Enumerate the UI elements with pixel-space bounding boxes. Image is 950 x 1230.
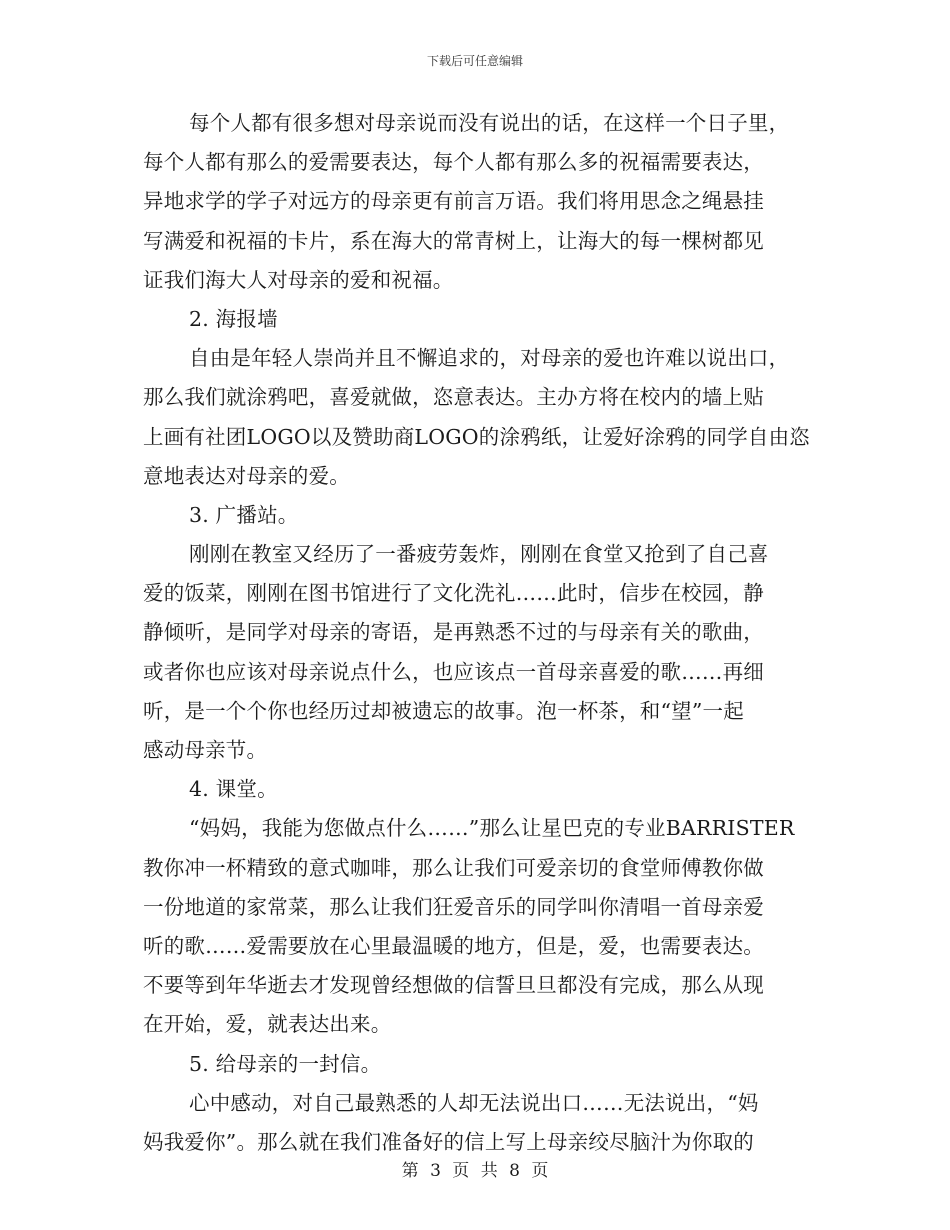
section-heading: 3. 广播站。 [189,502,299,527]
section-heading: 2. 海报墙 [189,306,278,331]
text-line: 刚刚在教室又经历了一番疲劳轰炸，刚刚在食堂又抢到了自己喜 [189,542,769,567]
text-line: 教你冲一杯精致的意式咖啡，那么让我们可爱亲切的食堂师傅教你做 [143,855,764,880]
text-line: 不要等到年华逝去才发现曾经想做的信誓旦旦都没有完成，那么从现 [143,973,764,998]
text-line: 静倾听，是同学对母亲的寄语，是再熟悉不过的与母亲有关的歌曲， [143,620,764,645]
section-heading: 4. 课堂。 [189,777,278,802]
text-line: 意地表达对母亲的爱。 [143,463,350,488]
text-line: “妈妈，我能为您做点什么……”那么让星巴克的专业BARRISTER [189,816,795,841]
text-line: 听，是一个个你也经历过却被遗忘的故事。泡一杯茶，和“望”一起 [143,698,744,723]
text-line: 一份地道的家常菜，那么让我们狂爱音乐的同学叫你清唱一首母亲爱 [143,894,764,919]
text-line: 感动母亲节。 [143,738,268,762]
text-line: 写满爱和祝福的卡片，系在海大的常青树上，让海大的每一棵树都见 [143,228,764,253]
page-footer: 第 3 页 共 8 页 [401,1161,549,1181]
text-line: 每个人都有那么的爱需要表达，每个人都有那么多的祝福需要表达， [143,150,764,175]
text-line: 爱的饭菜，刚刚在图书馆进行了文化洗礼……此时，信步在校园，静 [143,581,764,606]
text-line: 上画有社团LOGO以及赞助商LOGO的涂鸦纸，让爱好涂鸦的同学自由恣 [143,424,811,449]
text-line: 在开始，爱，就表达出来。 [143,1012,392,1037]
section-heading: 5. 给母亲的一封信。 [189,1051,382,1076]
document-body [143,104,813,1162]
text-line: 自由是年轻人崇尚并且不懈追求的，对母亲的爱也许难以说出口， [189,346,790,371]
text-line: 妈我爱你”。那么就在我们准备好的信上写上母亲绞尽脑汁为你取的 [143,1129,754,1154]
text-line: 心中感动，对自己最熟悉的人却无法说出口……无法说出，“妈 [189,1090,759,1115]
text-line: 那么我们就涂鸦吧，喜爱就做，恣意表达。主办方将在校内的墙上贴 [143,385,764,410]
text-line: 证我们海大人对母亲的爱和祝福。 [143,267,454,292]
text-line: 每个人都有很多想对母亲说而没有说出的话，在这样一个日子里， [189,111,790,135]
text-line: 或者你也应该对母亲说点什么，也应该点一首母亲喜爱的歌……再细 [143,659,764,684]
text-line: 听的歌……爱需要放在心里最温暖的地方，但是，爱，也需要表达。 [143,933,764,958]
text-line: 异地求学的学子对远方的母亲更有前言万语。我们将用思念之绳悬挂 [143,189,764,214]
page-header: 下载后可任意编辑 [426,54,523,68]
